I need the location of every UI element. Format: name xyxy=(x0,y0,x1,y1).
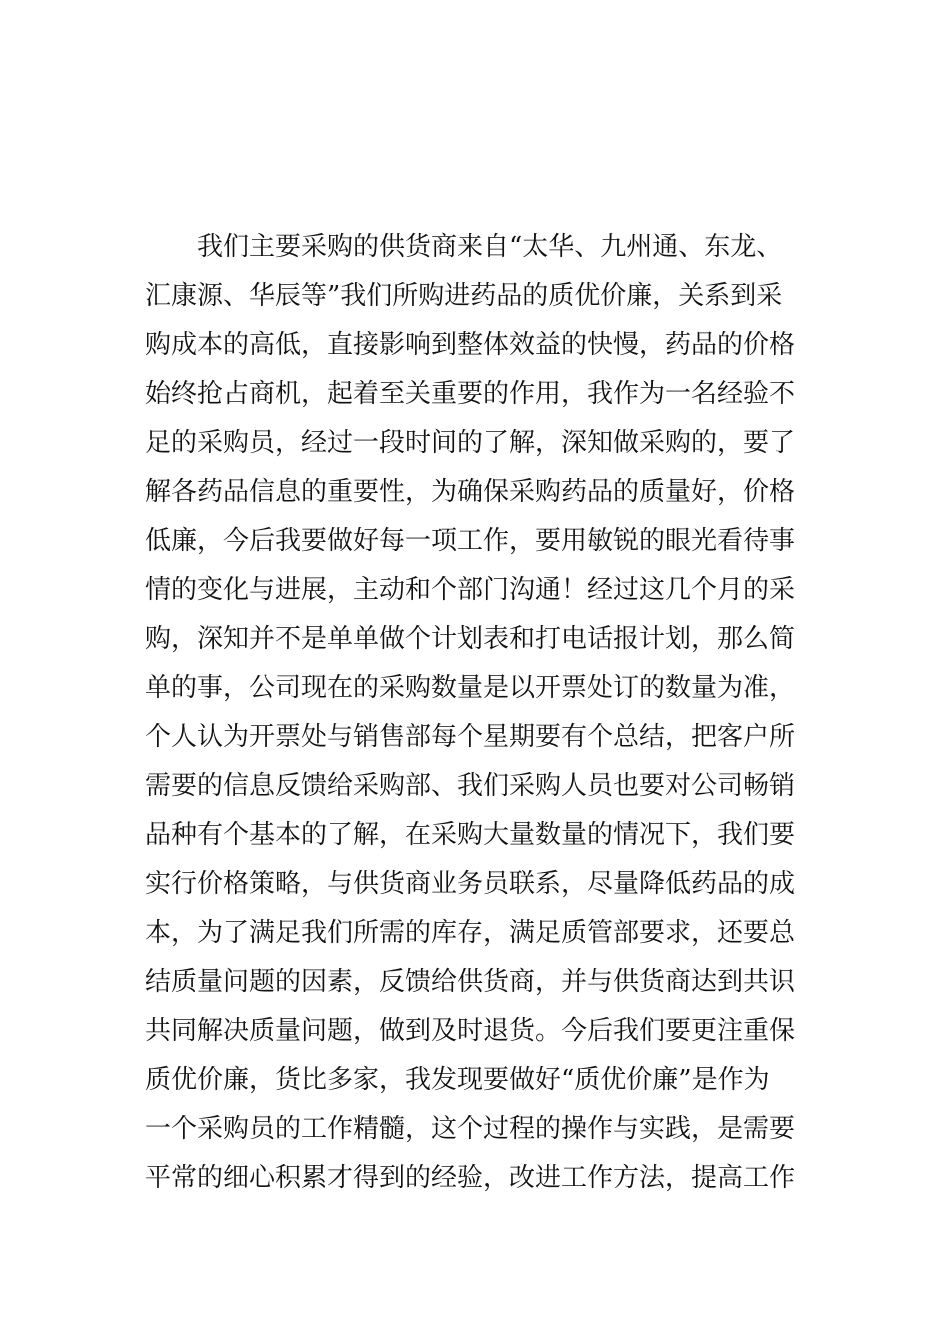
paragraph-line: 汇康源、华辰等”我们所购进药品的质优价廉，关系到采 xyxy=(145,281,783,311)
paragraph-line: 购成本的高低，直接影响到整体效益的快慢，药品的价格 xyxy=(145,330,796,360)
paragraph-line: 品种有个基本的了解，在采购大量数量的情况下，我们要 xyxy=(145,820,796,850)
paragraph-line: 单的事，公司现在的采购数量是以开票处订的数量为准， xyxy=(145,673,796,703)
paragraph-line: 始终抢占商机，起着至关重要的作用，我作为一名经验不 xyxy=(145,379,796,409)
paragraph-line: 一个采购员的工作精髓，这个过程的操作与实践，是需要 xyxy=(145,1114,796,1144)
paragraph-line: 结质量问题的因素，反馈给供货商，并与供货商达到共识 xyxy=(145,967,796,997)
paragraph-line: 个人认为开票处与销售部每个星期要有个总结，把客户所 xyxy=(145,722,796,752)
paragraph-line: 实行价格策略，与供货商业务员联系，尽量降低药品的成 xyxy=(145,869,796,899)
paragraph-line: 需要的信息反馈给采购部、我们采购人员也要对公司畅销 xyxy=(145,771,796,801)
paragraph-line: 足的采购员，经过一段时间的了解，深知做采购的，要了 xyxy=(145,428,796,458)
paragraph-line: 本，为了满足我们所需的库存，满足质管部要求，还要总 xyxy=(145,918,796,948)
paragraph-line: 质优价廉，货比多家，我发现要做好“质优价廉”是作为 xyxy=(145,1065,770,1095)
body-paragraph xyxy=(145,223,815,1203)
paragraph-line: 共同解决质量问题，做到及时退货。今后我们要更注重保 xyxy=(145,1016,796,1046)
paragraph-line: 我们主要采购的供货商来自“太华、九州通、东龙、 xyxy=(197,232,783,262)
paragraph-line: 平常的细心积累才得到的经验，改进工作方法，提高工作 xyxy=(145,1163,796,1193)
paragraph-line: 解各药品信息的重要性，为确保采购药品的质量好，价格 xyxy=(145,477,796,507)
paragraph-line: 低廉，今后我要做好每一项工作，要用敏锐的眼光看待事 xyxy=(145,526,796,556)
paragraph-line: 情的变化与进展，主动和个部门沟通！经过这几个月的采 xyxy=(145,575,796,605)
paragraph-line: 购，深知并不是单单做个计划表和打电话报计划，那么简 xyxy=(145,624,796,654)
